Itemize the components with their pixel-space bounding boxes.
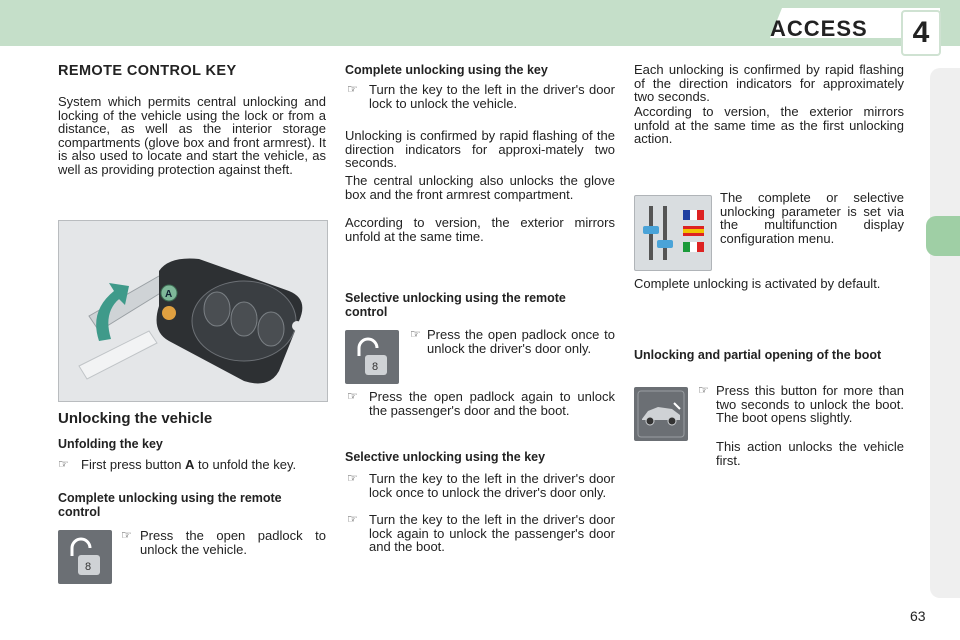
key-unlock-heading: Complete unlocking using the key xyxy=(345,63,548,77)
selective-key-text-2: Turn the key to the left in the driver's door lock again to unlock the passenger's door and the boot. xyxy=(369,512,615,554)
boot-car-icon xyxy=(634,387,688,441)
unlocking-heading: Unlocking the vehicle xyxy=(58,410,213,427)
default-text: Complete unlocking is activated by default. xyxy=(634,276,881,291)
intro-text: System which permits central unlocking and locking of the vehicle using the lock or from a distance, as well as the interior storage compartments (glove box and front armrest). It is also used to locate and start the vehicle, as well as providing protection against theft. xyxy=(58,94,326,177)
key-unlock-text: Turn the key to the left in the driver's door lock to unlock the vehicle. xyxy=(369,82,615,111)
remote-unlock-text: Press the open padlock to unlock the vehicle. xyxy=(140,528,326,557)
selective-key-text-1: Turn the key to the left in the driver's door lock once to unlock the driver's door only. xyxy=(369,471,615,500)
selective-key-heading: Selective unlocking using the key xyxy=(345,450,546,464)
side-tab-strip xyxy=(930,68,960,598)
open-padlock-icon xyxy=(345,330,399,384)
bullet-icon: ☞ xyxy=(347,512,358,526)
open-padlock-icon xyxy=(58,530,112,584)
boot-heading: Unlocking and partial opening of the boot xyxy=(634,348,882,362)
chapter-number: 4 xyxy=(901,10,941,56)
section-heading: REMOTE CONTROL KEY xyxy=(58,63,237,79)
bullet-icon: ☞ xyxy=(347,389,358,403)
mirrors-first-text: According to version, the exterior mirrors unfold at the same time as the first unlocking action. xyxy=(634,104,904,146)
bullet-icon: ☞ xyxy=(58,457,69,471)
remote-unlock-heading: Complete unlocking using the remote control xyxy=(58,491,282,519)
bullet-icon: ☞ xyxy=(698,383,709,397)
each-unlock-text: Each unlocking is confirmed by rapid flashing of the direction indicators for approximately two seconds. xyxy=(634,62,904,104)
mirrors-text: According to version, the exterior mirrors unfold at the same time. xyxy=(345,215,615,244)
selective-remote-text-2: Press the open padlock again to unlock the passenger's door and the boot. xyxy=(369,389,615,418)
remote-key-image xyxy=(58,220,328,402)
bullet-icon: ☞ xyxy=(410,327,421,341)
svg-text:8: 8 xyxy=(85,561,92,573)
page-number: 63 xyxy=(910,608,926,624)
key-button-a-label: A xyxy=(165,289,173,300)
boot-text-1: Press this button for more than two seconds to unlock the boot. The boot opens slightly. xyxy=(716,383,904,425)
page-title: ACCESS xyxy=(770,16,868,41)
unfold-heading: Unfolding the key xyxy=(58,437,163,451)
glovebox-text: The central unlocking also unlocks the glove box and the front armrest compartment. xyxy=(345,173,615,202)
boot-text-2: This action unlocks the vehicle first. xyxy=(716,439,904,468)
flash-confirm-text: Unlocking is confirmed by rapid flashing of the direction indicators for approxi-mately two seconds. xyxy=(345,128,615,170)
unfold-text: First press button A to unfold the key. xyxy=(81,457,297,472)
side-tab-active xyxy=(926,216,960,256)
svg-text:8: 8 xyxy=(372,361,379,373)
settings-menu-icon xyxy=(634,195,712,271)
bullet-icon: ☞ xyxy=(347,471,358,485)
selective-remote-text-1: Press the open padlock once to unlock the driver's door only. xyxy=(427,327,615,356)
bullet-icon: ☞ xyxy=(347,82,358,96)
bullet-icon: ☞ xyxy=(121,528,132,542)
settings-text: The complete or selective unlocking parameter is set via the multifunction display configuration menu. xyxy=(720,190,904,246)
selective-remote-heading: Selective unlocking using the remote control xyxy=(345,291,566,319)
